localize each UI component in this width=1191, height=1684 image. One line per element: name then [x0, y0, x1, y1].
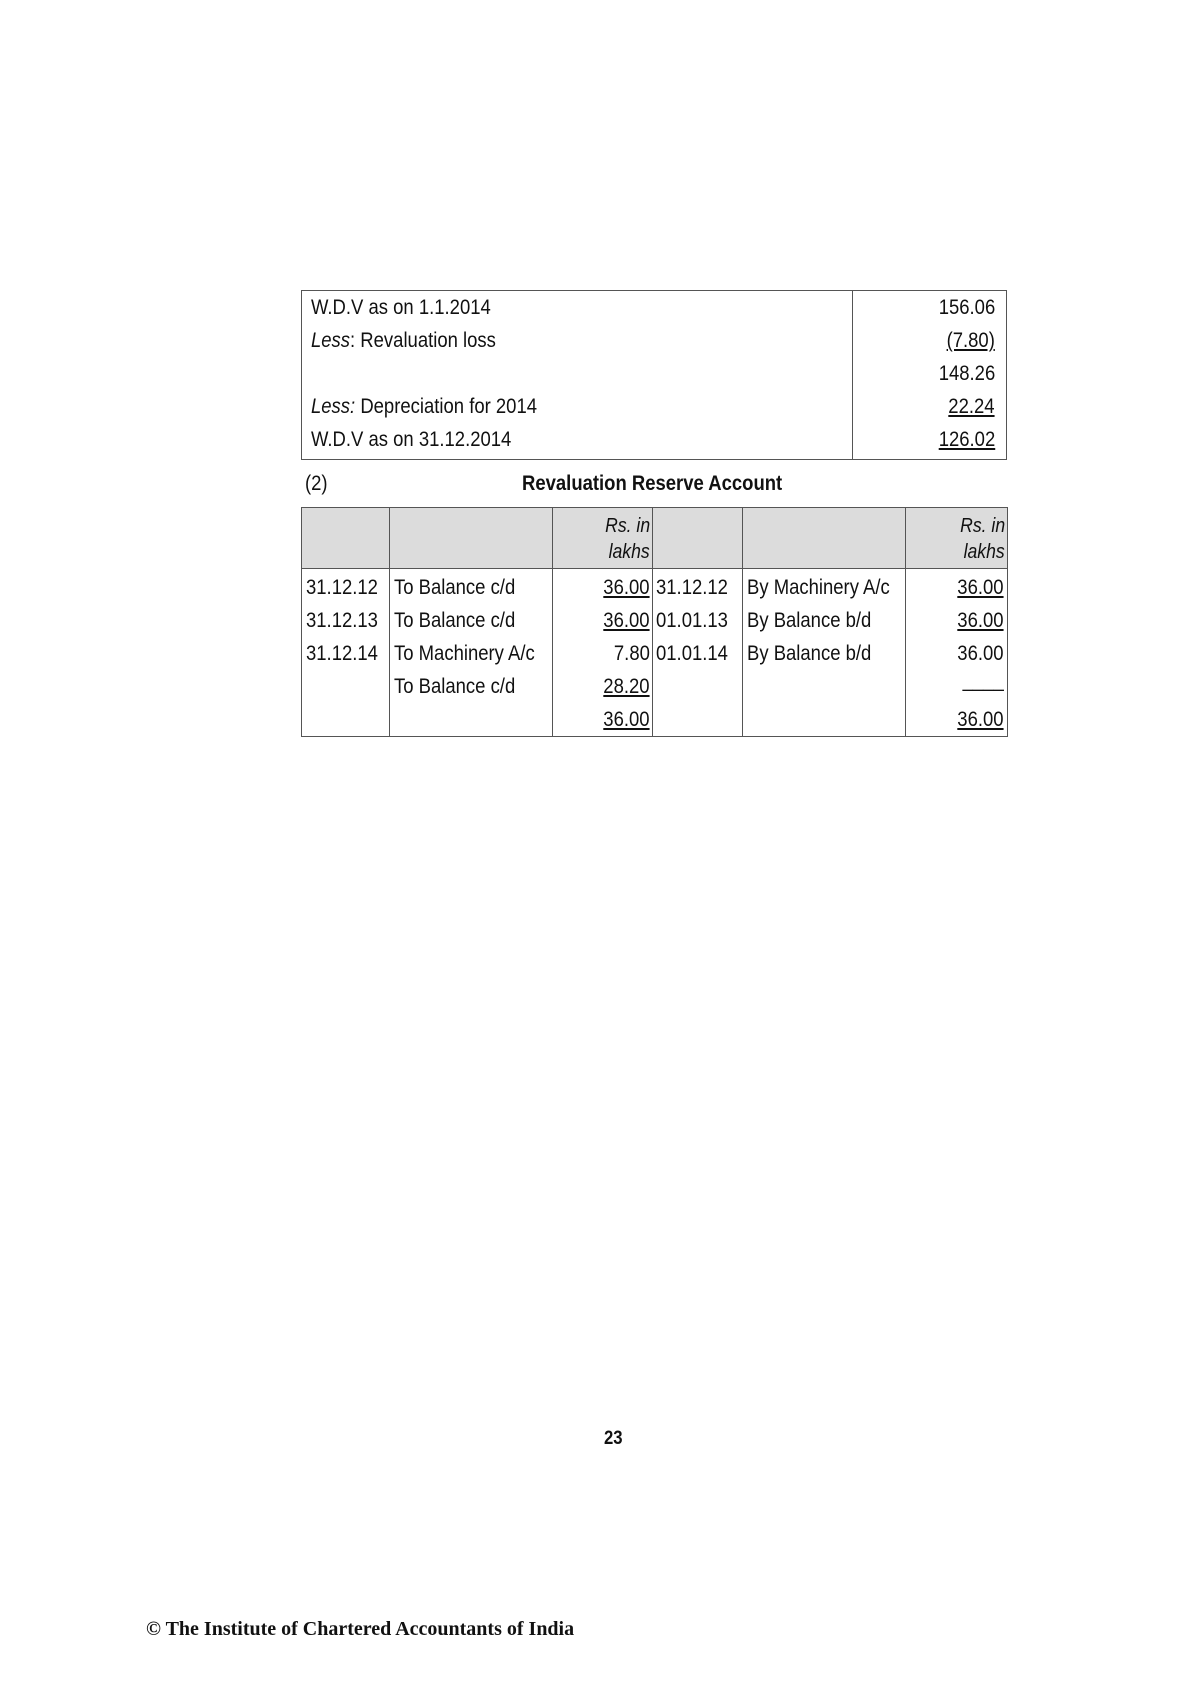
debit-particulars: To Machinery A/c [394, 642, 535, 665]
credit-amount: 36.00 [957, 609, 1004, 632]
section-number: (2) [305, 472, 328, 495]
wdv-row-amount: 156.06 [938, 296, 995, 319]
wdv-row-label: W.D.V as on 1.1.2014 [311, 296, 491, 319]
column-divider [742, 508, 743, 736]
credit-date: 31.12.12 [656, 576, 728, 599]
wdv-table [301, 290, 1007, 460]
debit-total: 36.00 [603, 708, 650, 731]
credit-date: 01.01.13 [656, 609, 728, 632]
wdv-row-amount: 22.24 [948, 395, 995, 418]
wdv-row-amount: 148.26 [938, 362, 995, 385]
column-divider [652, 508, 653, 736]
credit-particulars: By Balance b/d [747, 642, 872, 665]
credit-date: 01.01.14 [656, 642, 728, 665]
debit-amount-header: Rs. in lakhs [605, 515, 650, 563]
debit-amount: 7.80 [614, 642, 650, 665]
credit-total: 36.00 [957, 708, 1004, 731]
ledger-header-row [302, 508, 1007, 569]
debit-amount: 36.00 [603, 576, 650, 599]
column-divider [852, 291, 853, 459]
debit-amount: 36.00 [603, 609, 650, 632]
column-divider [552, 508, 553, 736]
column-divider [905, 508, 906, 736]
page-number: 23 [604, 1428, 623, 1449]
wdv-row-amount: 126.02 [938, 428, 995, 451]
debit-particulars: To Balance c/d [394, 576, 516, 599]
credit-particulars: By Machinery A/c [747, 576, 890, 599]
debit-date: 31.12.12 [306, 576, 378, 599]
debit-particulars: To Balance c/d [394, 675, 516, 698]
footer-copyright: © The Institute of Chartered Accountants of India [146, 1618, 575, 1640]
column-divider [389, 508, 390, 736]
revaluation-reserve-ledger [301, 507, 1008, 737]
wdv-row-label: Less: Depreciation for 2014 [311, 395, 538, 418]
debit-date: 31.12.13 [306, 609, 378, 632]
credit-amount-rule: ____ [962, 669, 1004, 692]
wdv-row-label: Less: Revaluation loss [311, 329, 496, 352]
wdv-row-label: W.D.V as on 31.12.2014 [311, 428, 512, 451]
credit-amount-header: Rs. in lakhs [960, 515, 1005, 563]
credit-amount: 36.00 [957, 642, 1004, 665]
credit-particulars: By Balance b/d [747, 609, 872, 632]
credit-amount: 36.00 [957, 576, 1004, 599]
debit-amount: 28.20 [603, 675, 650, 698]
wdv-row-amount: (7.80) [946, 329, 995, 352]
debit-particulars: To Balance c/d [394, 609, 516, 632]
section-title: Revaluation Reserve Account [522, 472, 783, 495]
debit-date: 31.12.14 [306, 642, 378, 665]
